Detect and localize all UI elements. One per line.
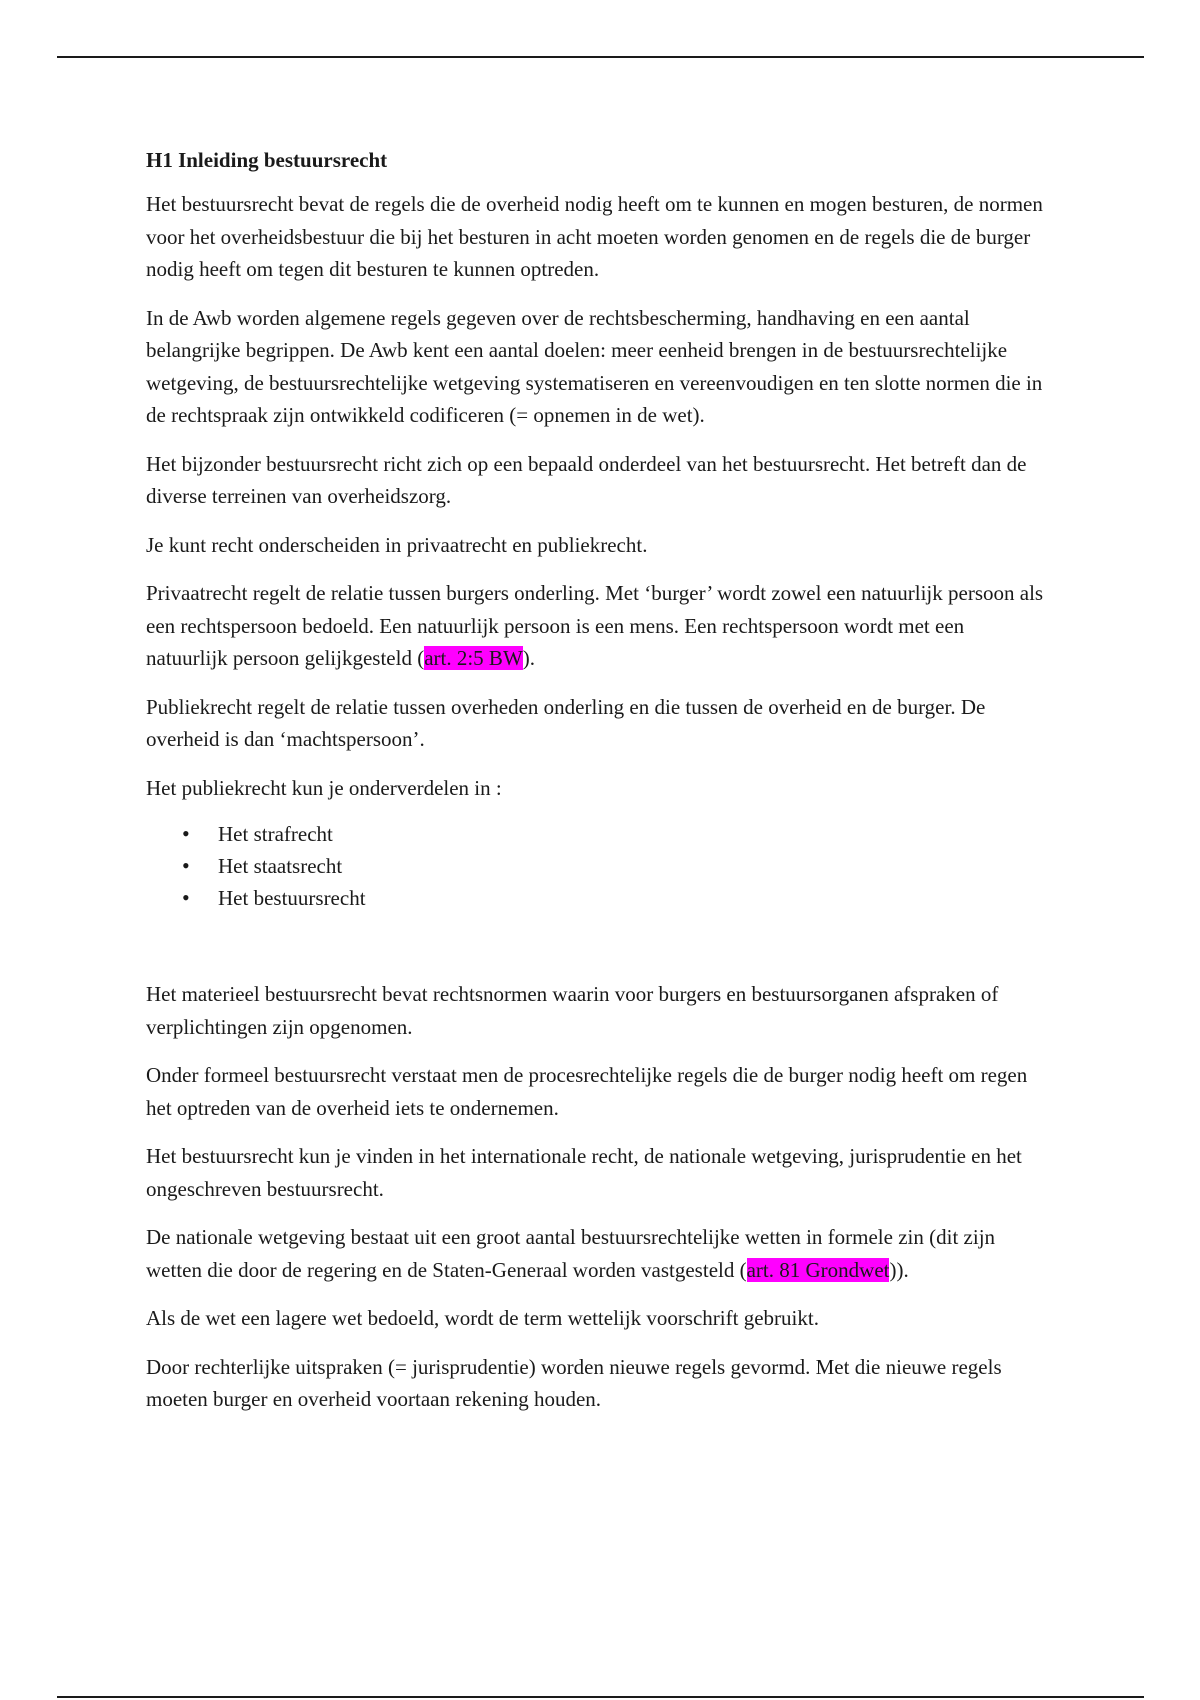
blank-line	[146, 914, 1046, 978]
list-item: • Het bestuursrecht	[218, 882, 1046, 914]
footer-rule	[57, 1696, 1144, 1698]
paragraph: Als de wet een lagere wet bedoeld, wordt de term wettelijk voorschrift gebruikt.	[146, 1306, 819, 1330]
paragraph: Het bijzonder bestuursrecht richt zich op een bepaald onderdeel van het bestuursrecht. Het betreft dan de diverse terreinen van overheidszorg.	[146, 451, 1027, 508]
paragraph: Het bestuursrecht kun je vinden in het internationale recht, de nationale wetgeving, jurisprudentie en het ongeschreven bestuursrecht.	[146, 1144, 1022, 1201]
paragraph-with-reference	[146, 1221, 1046, 1286]
section-heading: H1 Inleiding bestuursrecht	[146, 148, 388, 172]
bullet-list	[146, 818, 1046, 914]
paragraph-text: ).	[522, 646, 536, 670]
list-item: • Het strafrecht	[218, 818, 1046, 850]
paragraph-text: Privaatrecht regelt de relatie tussen burgers onderling. Met ‘burger’ wordt zowel een natuurlijk persoon als een rechtspersoon bedoeld. Een natuurlijk persoon is een mens. Een rechtspersoon wordt met een natuurlijk persoon gelijkgesteld (	[146, 581, 1044, 670]
paragraph: Onder formeel bestuursrecht verstaat men de procesrechtelijke regels die de burger nodig heeft om regen het optreden van de overheid iets te ondernemen.	[146, 1063, 1028, 1120]
paragraph-text: De nationale wetgeving bestaat uit een groot aantal bestuursrechtelijke wetten in formele zin (dit zijn wetten die door de regering en de Staten-Generaal worden vastgesteld (	[146, 1225, 996, 1282]
highlighted-reference: art. 81 Grondwet	[746, 1257, 890, 1282]
paragraph: Door rechterlijke uitspraken (= jurisprudentie) worden nieuwe regels gevormd. Met die nieuwe regels moeten burger en overheid voortaan rekening houden.	[146, 1354, 1002, 1411]
highlighted-reference: art. 2:5 BW	[424, 646, 523, 670]
document-body	[146, 144, 1046, 1432]
list-item: • Het staatsrecht	[218, 850, 1046, 882]
paragraph: Het bestuursrecht bevat de regels die de overheid nodig heeft om te kunnen en mogen besturen, de normen voor het overheidsbestuur die bij het besturen in acht moeten worden genomen en de regels die de burger nodig heeft om tegen dit besturen te kunnen optreden.	[146, 192, 1043, 281]
paragraph: Het publiekrecht kun je onderverdelen in :	[146, 775, 502, 800]
paragraph: In de Awb worden algemene regels gegeven over de rechtsbescherming, handhaving en een aantal belangrijke begrippen. De Awb kent een aantal doelen: meer eenheid brengen in de bestuursrechtelijke wetgeving, de bestuursrechtelijke wetgeving systematiseren en vereenvoudigen en ten slotte normen die in de rechtspraak zijn ontwikkeld codificeren (= opnemen in de wet).	[146, 305, 1043, 427]
header-rule	[57, 56, 1144, 58]
paragraph-text: )).	[889, 1257, 909, 1282]
paragraph-with-reference	[146, 577, 1046, 675]
paragraph: Het materieel bestuursrecht bevat rechtsnormen waarin voor burgers en bestuursorganen afspraken of verplichtingen zijn opgenomen.	[146, 982, 999, 1039]
paragraph: Je kunt recht onderscheiden in privaatrecht en publiekrecht.	[146, 532, 648, 557]
paragraph: Publiekrecht regelt de relatie tussen overheden onderling en die tussen de overheid en de burger. De overheid is dan ‘machtspersoon’.	[146, 694, 986, 751]
